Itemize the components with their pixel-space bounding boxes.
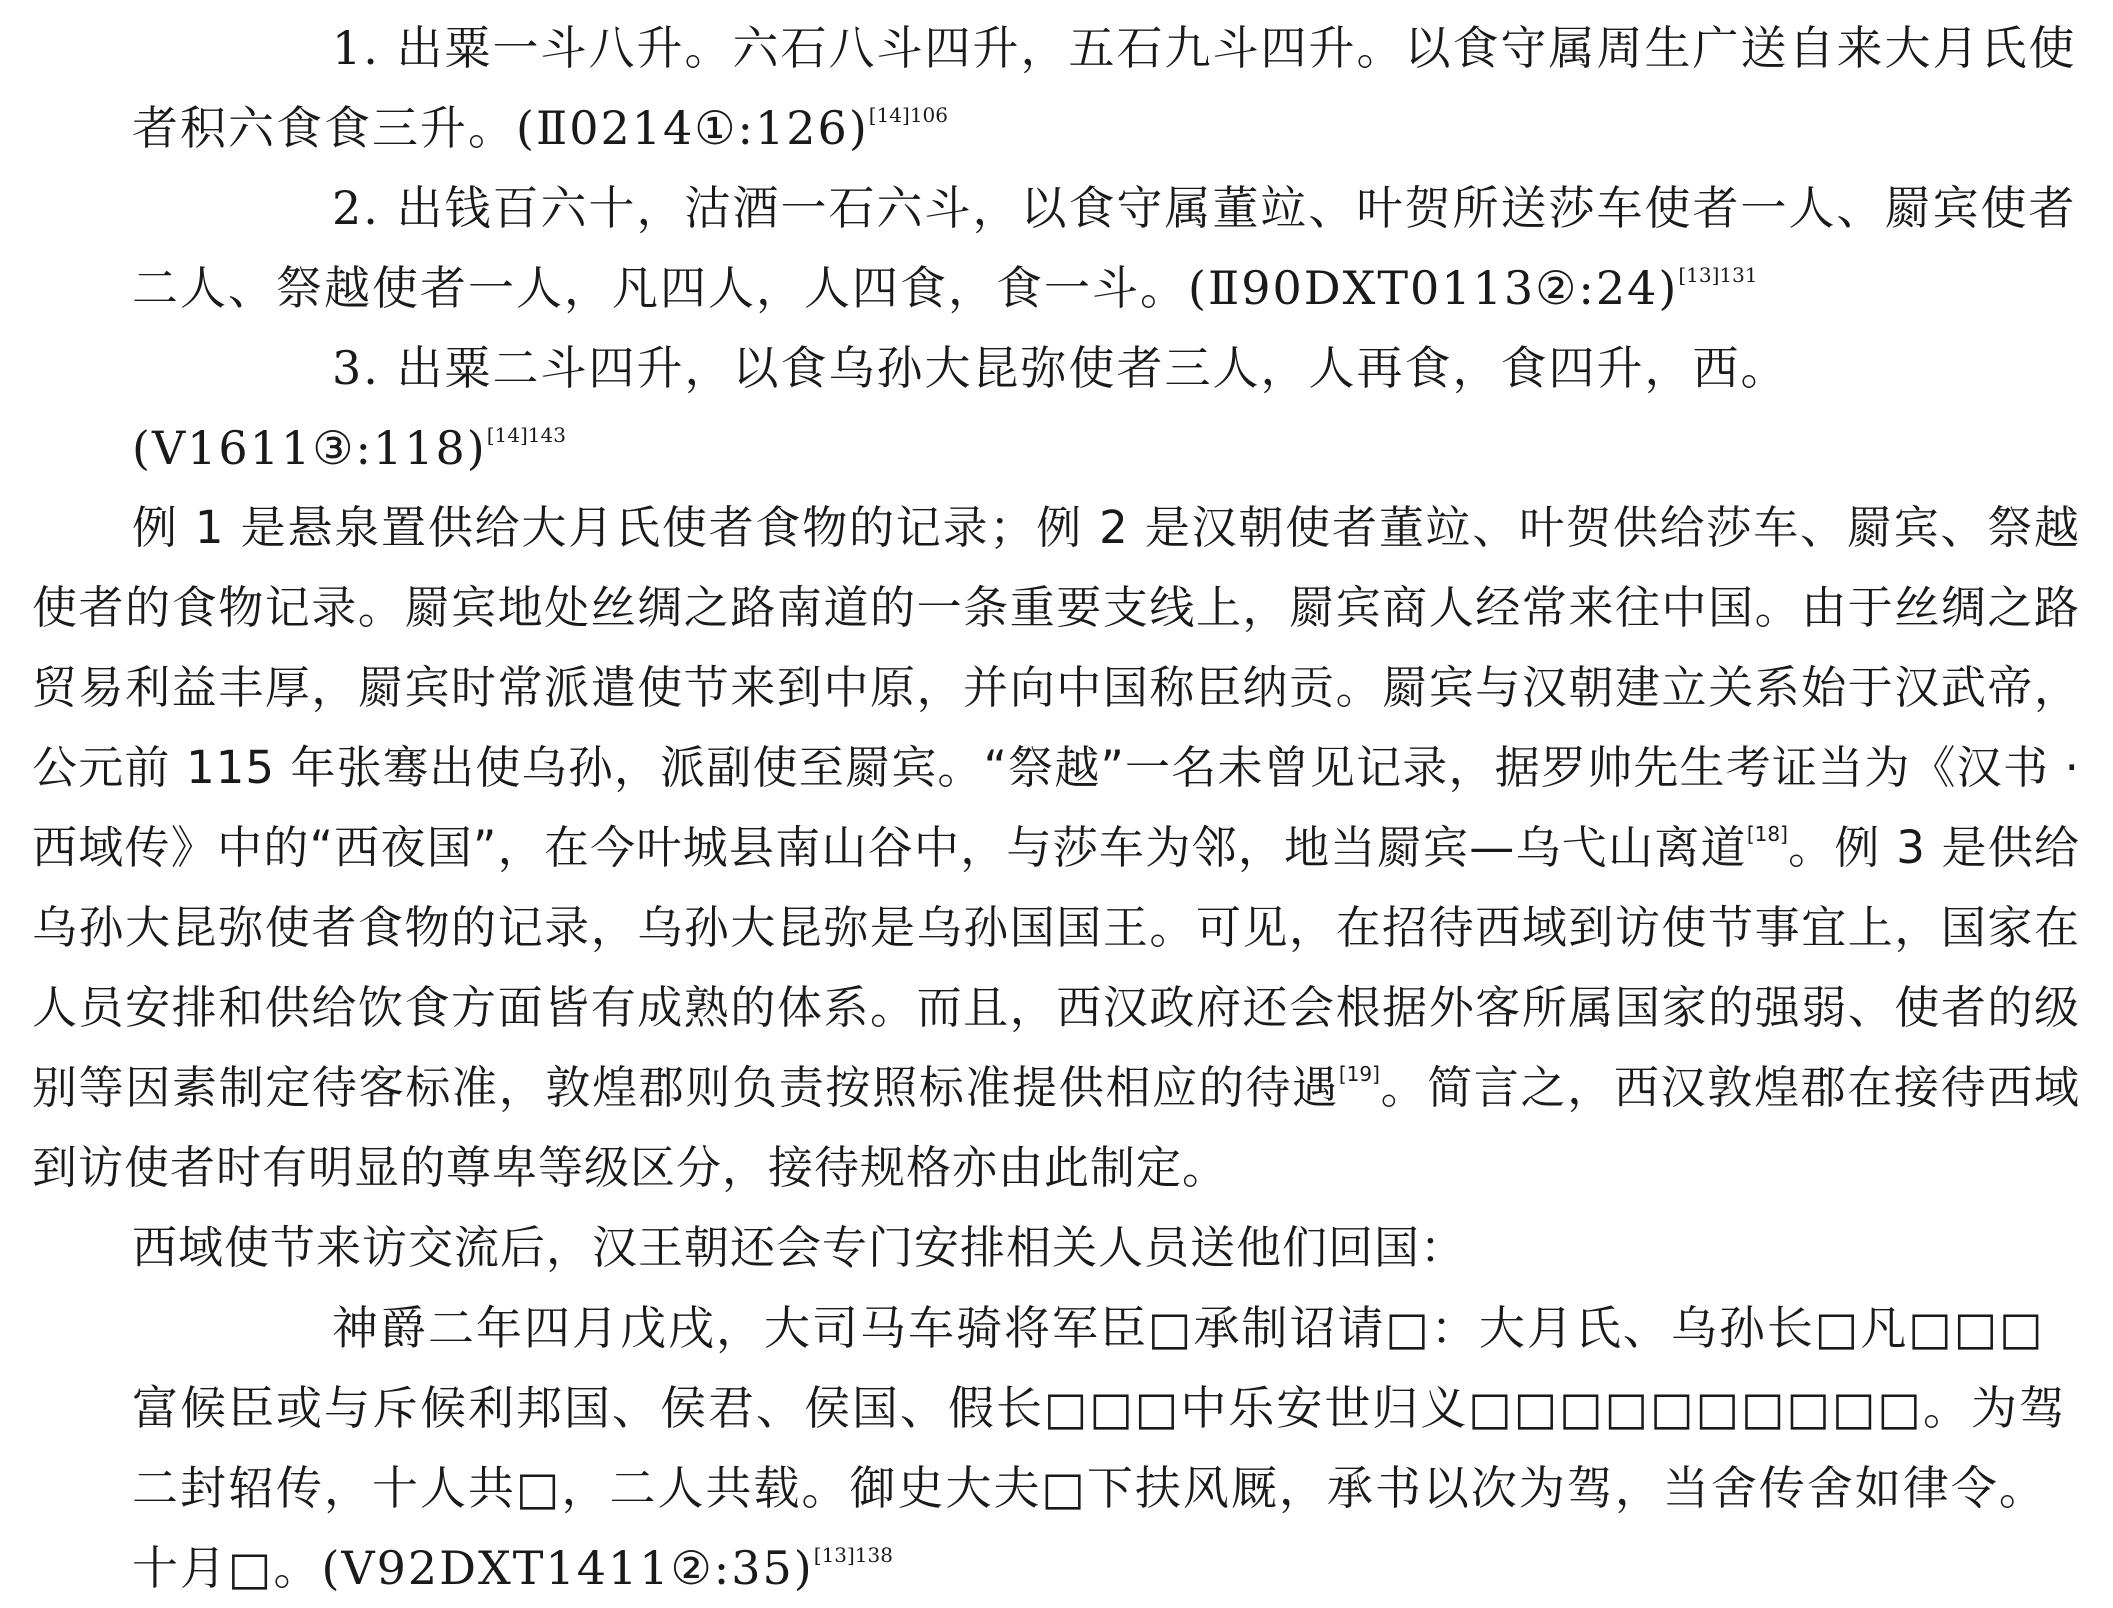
paragraph-text: 例 1 是悬泉置供给大月氏使者食物的记录；例 2 是汉朝使者董竝、叶贺供给莎车、罽宾、祭越使者的食物记录。罽宾地处丝绸之路南道的一条重要支线上，罽宾商人经常来往中国。由于丝绸之路贸易利益丰厚，罽宾时常派遣使节来到中原，并向中国称臣纳贡。罽宾与汉朝建立关系始于汉武帝，公元前 115 年张骞出使乌孙，派副使至罽宾。“祭越”一名未曾见记录，据罗帅先生考证当为《汉书 · 西域传》中的“西夜国”，在今叶城县南山谷中，与莎车为邻，地当罽宾—乌弋山离道 [32,501,2080,874]
quote-text: 2. 出钱百六十，沽酒一石六斗，以食守属董竝、叶贺所送莎车使者一人、罽宾使者二人、祭越使者一人，凡四人，人四食，食一斗。(Ⅱ90DXT0113②:24) [132,181,2077,315]
quote-example-1 [32,8,2080,168]
quote-example-2 [32,168,2080,328]
quote-text: 1. 出粟一斗八升。六石八斗四升，五石九斗四升。以食守属周生广送自来大月氏使者积六食食三升。(Ⅱ0214①:126) [132,21,2077,155]
citation-ref: [13]138 [813,1542,893,1567]
document-page [32,8,2080,1608]
paragraph-text: 。例 3 是供给乌孙大昆弥使者食物的记录，乌孙大昆弥是乌孙国国王。可见，在招待西域到访使节事宜上，国家在人员安排和供给饮食方面皆有成熟的体系。而且，西汉政府还会根据外客所属国家的强弱、使者的级别等因素制定待客标准，敦煌郡则负责按照标准提供相应的待遇 [32,821,2080,1114]
citation-ref: [13]131 [1678,262,1758,287]
citation-ref: [14]143 [486,422,566,447]
body-paragraph-transition [32,1208,2080,1288]
quote-document-shenjue [32,1288,2080,1608]
citation-ref: [18] [1746,822,1788,846]
paragraph-text: 。简言之，西汉敦煌郡在接待西域到访使者时有明显的尊卑等级区分，接待规格亦由此制定。 [32,1061,2080,1194]
citation-ref: [14]106 [868,102,948,127]
paragraph-text: 西域使节来访交流后，汉王朝还会专门安排相关人员送他们回国： [132,1221,1467,1274]
citation-ref: [19] [1338,1062,1380,1086]
quote-text: 神爵二年四月戊戌，大司马车骑将军臣□承制诏请□：大月氏、乌孙长□凡□□□富候臣或与斥候利邦国、侯君、侯国、假长□□□中乐安世归义□□□□□□□□□□。为驾二封轺传，十人共□，二人共载。御史大夫□下扶风厩，承书以次为驾，当舍传舍如律令。十月□。(V92DXT1411②:35) [132,1301,2068,1595]
body-paragraph-analysis [32,488,2080,1208]
quote-text: 3. 出粟二斗四升，以食乌孙大昆弥使者三人，人再食，食四升，西。(V1611③:118) [132,341,1789,475]
quote-example-3 [32,328,2080,488]
